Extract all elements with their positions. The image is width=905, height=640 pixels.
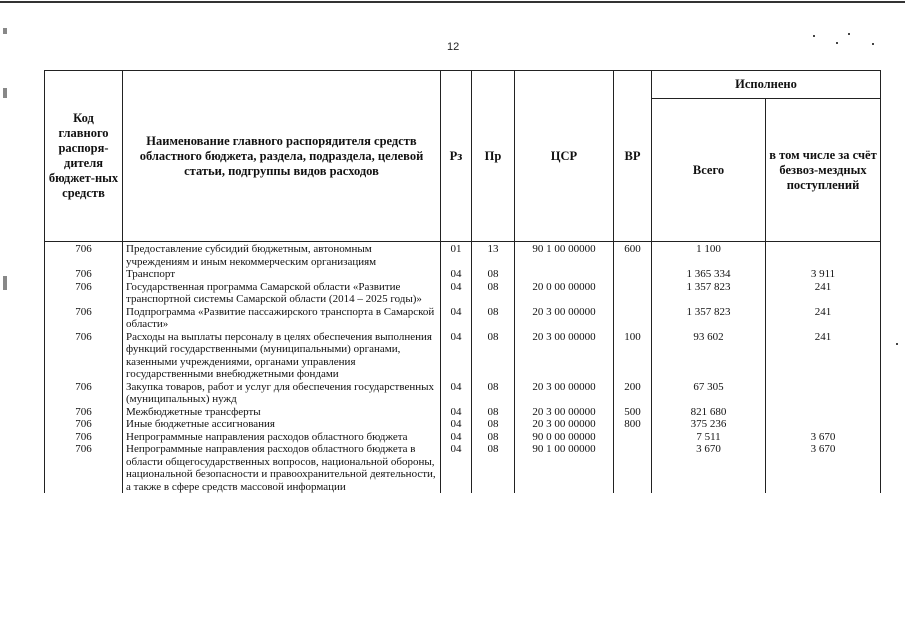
cell-total: 821 680 (652, 406, 766, 419)
table-row (45, 281, 881, 306)
cell-vr (614, 443, 652, 493)
cell-pr: 08 (472, 306, 515, 331)
cell-vr: 100 (614, 331, 652, 381)
cell-free: 241 (766, 306, 881, 331)
cell-vr (614, 281, 652, 306)
cell-vr (614, 268, 652, 281)
cell-pr: 08 (472, 331, 515, 381)
cell-name: Предоставление субсидий бюджетным, автономным учреждениям и иным некоммерческим организациям (123, 242, 441, 269)
cell-csr (515, 268, 614, 281)
cell-total: 1 100 (652, 242, 766, 269)
cell-vr: 600 (614, 242, 652, 269)
cell-total: 7 511 (652, 431, 766, 444)
cell-total: 1 357 823 (652, 306, 766, 331)
cell-total: 375 236 (652, 418, 766, 431)
cell-name: Транспорт (123, 268, 441, 281)
cell-csr: 20 3 00 00000 (515, 418, 614, 431)
header-vr: ВР (614, 71, 652, 242)
cell-free (766, 406, 881, 419)
cell-code: 706 (45, 431, 123, 444)
table-row (45, 268, 881, 281)
cell-total: 67 305 (652, 381, 766, 406)
cell-csr: 20 0 00 00000 (515, 281, 614, 306)
cell-csr: 20 3 00 00000 (515, 331, 614, 381)
table-row (45, 381, 881, 406)
cell-vr: 500 (614, 406, 652, 419)
cell-csr: 90 1 00 00000 (515, 242, 614, 269)
cell-code: 706 (45, 418, 123, 431)
cell-pr: 08 (472, 406, 515, 419)
cell-name: Государственная программа Самарской области «Развитие транспортной системы Самарской области (2014 – 2025 годы)» (123, 281, 441, 306)
cell-rz: 01 (441, 242, 472, 269)
cell-name: Подпрограмма «Развитие пассажирского транспорта в Самарской области» (123, 306, 441, 331)
page-number: 12 (447, 41, 460, 53)
cell-pr: 08 (472, 418, 515, 431)
cell-csr: 20 3 00 00000 (515, 381, 614, 406)
cell-rz: 04 (441, 418, 472, 431)
cell-code: 706 (45, 281, 123, 306)
cell-total: 3 670 (652, 443, 766, 493)
cell-total: 93 602 (652, 331, 766, 381)
cell-name: Расходы на выплаты персоналу в целях обеспечения выполнения функций государственными (муниципальными) органами, казенными учреждениями, органами управления государственными внебюджетными фондами (123, 331, 441, 381)
scan-margin-mark (3, 88, 7, 98)
cell-pr: 08 (472, 443, 515, 493)
cell-rz: 04 (441, 268, 472, 281)
cell-code: 706 (45, 306, 123, 331)
cell-name: Межбюджетные трансферты (123, 406, 441, 419)
table-row (45, 242, 881, 269)
header-csr: ЦСР (515, 71, 614, 242)
cell-free: 3 911 (766, 268, 881, 281)
cell-vr: 200 (614, 381, 652, 406)
cell-free: 241 (766, 331, 881, 381)
cell-free (766, 418, 881, 431)
cell-vr: 800 (614, 418, 652, 431)
header-code: Код главного распоря-дителя бюджет-ных средств (45, 71, 123, 242)
cell-rz: 04 (441, 381, 472, 406)
cell-csr: 90 1 00 00000 (515, 443, 614, 493)
cell-code: 706 (45, 406, 123, 419)
cell-code: 706 (45, 331, 123, 381)
scan-speck (896, 343, 898, 345)
header-pr: Пр (472, 71, 515, 242)
cell-code: 706 (45, 381, 123, 406)
scan-margin-mark (3, 28, 7, 34)
table-row (45, 331, 881, 381)
scan-speck (813, 35, 815, 37)
scan-speck (848, 33, 850, 35)
header-name: Наименование главного распорядителя средств областного бюджета, раздела, подраздела, целевой статьи, подгруппы видов расходов (123, 71, 441, 242)
cell-csr: 90 0 00 00000 (515, 431, 614, 444)
cell-total: 1 365 334 (652, 268, 766, 281)
cell-free: 3 670 (766, 443, 881, 493)
scan-speck (872, 43, 874, 45)
cell-pr: 08 (472, 281, 515, 306)
cell-name: Непрограммные направления расходов областного бюджета в области общегосударственных вопросов, национальной обороны, национальной безопасности и правоохранительной деятельности, а также в сфере средств массовой информации (123, 443, 441, 493)
budget-table (44, 70, 881, 493)
table-row (45, 443, 881, 493)
header-rz: Рз (441, 71, 472, 242)
cell-rz: 04 (441, 443, 472, 493)
cell-free (766, 242, 881, 269)
scan-margin-mark (3, 276, 7, 290)
table-row (45, 406, 881, 419)
header-total: Всего (652, 99, 766, 242)
cell-code: 706 (45, 443, 123, 493)
cell-pr: 13 (472, 242, 515, 269)
cell-free: 241 (766, 281, 881, 306)
cell-pr: 08 (472, 431, 515, 444)
scan-speck (836, 42, 838, 44)
cell-rz: 04 (441, 431, 472, 444)
header-free-receipts: в том числе за счёт безвоз-мездных поступлений (766, 99, 881, 242)
cell-vr (614, 306, 652, 331)
table-row (45, 431, 881, 444)
cell-rz: 04 (441, 306, 472, 331)
cell-total: 1 357 823 (652, 281, 766, 306)
cell-name: Закупка товаров, работ и услуг для обеспечения государственных (муниципальных) нужд (123, 381, 441, 406)
cell-csr: 20 3 00 00000 (515, 306, 614, 331)
table-row (45, 418, 881, 431)
cell-pr: 08 (472, 381, 515, 406)
table-row (45, 306, 881, 331)
cell-pr: 08 (472, 268, 515, 281)
cell-code: 706 (45, 242, 123, 269)
cell-code: 706 (45, 268, 123, 281)
cell-rz: 04 (441, 406, 472, 419)
cell-name: Непрограммные направления расходов областного бюджета (123, 431, 441, 444)
cell-rz: 04 (441, 281, 472, 306)
cell-name: Иные бюджетные ассигнования (123, 418, 441, 431)
header-executed: Исполнено (652, 71, 881, 99)
cell-rz: 04 (441, 331, 472, 381)
cell-csr: 20 3 00 00000 (515, 406, 614, 419)
cell-free (766, 381, 881, 406)
scan-top-edge (0, 1, 905, 3)
cell-free: 3 670 (766, 431, 881, 444)
cell-vr (614, 431, 652, 444)
